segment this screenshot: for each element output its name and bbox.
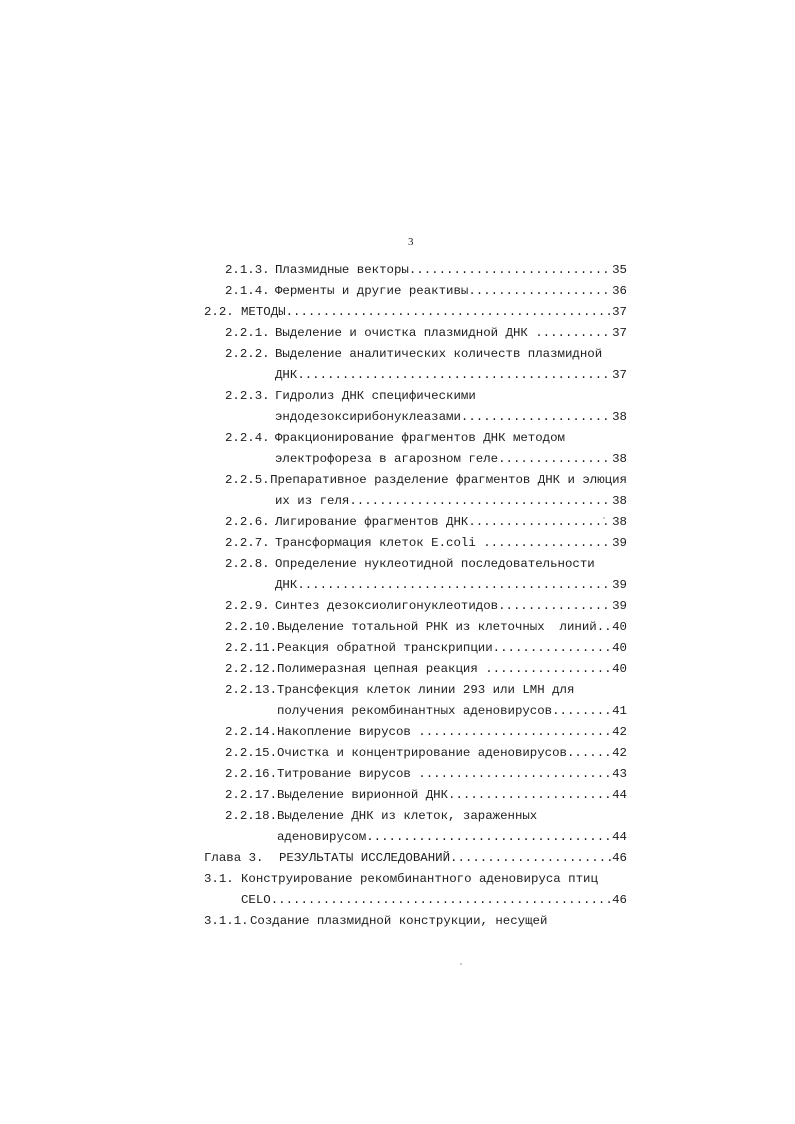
toc-entry-title: Выделение ДНК из клеток, зараженных (277, 809, 538, 823)
toc-entry-title: Выделение тотальной РНК из клеточных линий (277, 620, 597, 634)
toc-entry (225, 428, 627, 448)
toc-entry-page: 44 (612, 830, 627, 844)
toc-leader-dots (418, 722, 612, 742)
toc-entry-title: Очистка и концентрирование аденовирусов (277, 746, 567, 760)
toc-entry (225, 512, 627, 532)
toc-entry-title: Трансформация клеток E.coli (275, 536, 484, 550)
toc-entry (225, 617, 627, 637)
toc-entry-continuation (241, 890, 627, 910)
toc-entry-number: 2.2.16. (225, 767, 278, 781)
toc-entry (225, 344, 627, 364)
toc-entry-page: 35 (612, 263, 627, 277)
toc-entry-number: 2.2.11. (225, 641, 278, 655)
toc-entry-title: Лигирование фрагментов ДНК (275, 515, 469, 529)
toc-entry (225, 743, 627, 763)
toc-entry-number: 2.2.18. (225, 809, 278, 823)
toc-entry-number: 2.2.2. (225, 347, 270, 361)
toc-entry-number: 3.1.1. (204, 914, 249, 928)
toc-entry (204, 869, 627, 889)
toc-entry-title: Ферменты и другие реактивы (275, 284, 469, 298)
toc-entry-title: РЕЗУЛЬТАТЫ ИССЛЕДОВАНИЙ (279, 851, 451, 865)
toc-entry (225, 554, 627, 574)
toc-entry-page: 40 (612, 620, 627, 634)
toc-entry-number: 2.2.3. (225, 389, 270, 403)
toc-leader-dots (297, 365, 612, 385)
toc-entry-page: 46 (612, 893, 627, 907)
toc-entry (225, 785, 627, 805)
toc-entry-page: 41 (612, 704, 627, 718)
toc-leader-dots (483, 533, 612, 553)
toc-leader-dots (535, 323, 612, 343)
toc-entry (225, 764, 627, 784)
toc-entry-page: 36 (612, 284, 627, 298)
toc-entry-title-cont: их из геля (275, 494, 350, 508)
toc-entry-number: 2.2. (204, 305, 234, 319)
toc-entry-number: 2.2.9. (225, 599, 270, 613)
toc-leader-dots (498, 596, 612, 616)
toc-entry-page: 38 (612, 515, 627, 529)
toc-entry-number: 2.2.4. (225, 431, 270, 445)
toc-entry (225, 281, 627, 301)
toc-entry-page: 39 (612, 599, 627, 613)
toc-entry-title: Создание плазмидной конструкции, несущей (250, 914, 548, 928)
toc-entry-page: 40 (612, 641, 627, 655)
toc-entry-number: 2.2.17. (225, 788, 278, 802)
toc-entry-page: 46 (612, 851, 627, 865)
toc-entry-page: 42 (612, 725, 627, 739)
toc-entry-number: 2.1.4. (225, 284, 270, 298)
toc-entry-number: 2.2.7. (225, 536, 270, 550)
toc-entry-title: Плазмидные векторы (275, 263, 409, 277)
toc-leader-dots (448, 785, 612, 805)
toc-entry-title-cont: CELO (241, 893, 271, 907)
toc-entry-number: 2.2.1. (225, 326, 270, 340)
toc-entry-number: 2.2.10. (225, 620, 278, 634)
toc-leader-dots (349, 491, 612, 511)
toc-entry-title: Определение нуклеотидной последовательности (275, 557, 595, 571)
toc-entry (225, 260, 627, 280)
toc-entry-page: 44 (612, 788, 627, 802)
toc-entry-continuation (275, 575, 627, 595)
toc-entry-title: Гидролиз ДНК специфическими (275, 389, 476, 403)
toc-entry (225, 659, 627, 679)
toc-leader-dots (450, 848, 612, 868)
toc-entry-title: Титрование вирусов (277, 767, 419, 781)
toc-entry-title: Фракционирование фрагментов ДНК методом (275, 431, 565, 445)
toc-leader-dots (552, 701, 612, 721)
toc-entry-title: Выделение аналитических количеств плазмидной (275, 347, 603, 361)
toc-entry-continuation (275, 407, 627, 427)
toc-entry (225, 722, 627, 742)
toc-entry-page: 43 (612, 767, 627, 781)
toc-entry-number: 2.1.3. (225, 263, 270, 277)
toc-entry-title: Полимеразная цепная реакция (277, 662, 486, 676)
toc-entry (204, 911, 627, 931)
toc-leader-dots (271, 890, 612, 910)
toc-entry (225, 806, 627, 826)
toc-entry-title: Конструирование рекомбинантного аденовируса птиц (241, 872, 598, 886)
toc-entry-title: Реакция обратной транскрипции (277, 641, 493, 655)
toc-entry-title-cont: ДНК (275, 368, 298, 382)
toc-leader-dots (468, 281, 612, 301)
toc-entry-number: 2.2.8. (225, 557, 270, 571)
toc-entry-title: МЕТОДЫ (241, 305, 286, 319)
toc-entry-number: 2.2.15. (225, 746, 278, 760)
toc-entry-continuation (275, 491, 627, 511)
toc-leader-dots (366, 827, 612, 847)
toc-entry-continuation (277, 827, 627, 847)
toc-entry-number: 2.2.12. (225, 662, 278, 676)
toc-entry-number: Глава 3. (204, 851, 264, 865)
toc-entry-page: 38 (612, 452, 627, 466)
toc-leader-dots (461, 407, 612, 427)
toc-leader-dots (286, 302, 613, 322)
toc-leader-dots (485, 659, 612, 679)
toc-leader-dots (409, 260, 612, 280)
toc-entry-title-cont: аденовирусом (277, 830, 367, 844)
toc-entry-continuation (277, 701, 627, 721)
toc-entry-page: 37 (612, 305, 627, 319)
toc-entry (204, 302, 627, 322)
toc-entry-continuation (275, 449, 627, 469)
toc-entry-number: 2.2.14. (225, 725, 278, 739)
toc-entry (225, 533, 627, 553)
toc-entry-number: 3.1. (204, 872, 234, 886)
toc-entry-continuation (275, 365, 627, 385)
toc-entry (225, 680, 627, 700)
scan-speck (603, 517, 605, 519)
toc-leader-dots (567, 743, 612, 763)
toc-entry-title-cont: эндодезоксирибонуклеазами (275, 410, 461, 424)
toc-chapter-entry (204, 848, 627, 868)
toc-entry-number: 2.2.13. (225, 683, 278, 697)
toc-entry-page: 38 (612, 494, 627, 508)
toc-entry-page: 39 (612, 578, 627, 592)
toc-leader-dots (297, 575, 612, 595)
toc-entry-page: 37 (612, 368, 627, 382)
toc-entry-page: 39 (612, 536, 627, 550)
toc-entry-title: Накопление вирусов (277, 725, 419, 739)
toc-entry-title: Выделение и очистка плазмидной ДНК (275, 326, 536, 340)
toc-entry (225, 386, 627, 406)
toc-entry-number: 2.2.6. (225, 515, 270, 529)
page-number: 3 (408, 236, 414, 248)
toc-entry-page: 37 (612, 326, 627, 340)
toc-entry (225, 323, 627, 343)
toc-entry-title-cont: получения рекомбинантных аденовирусов (277, 704, 553, 718)
toc-leader-dots (498, 449, 612, 469)
toc-leader-dots (493, 638, 612, 658)
toc-entry (225, 596, 627, 616)
toc-leader-dots (597, 617, 612, 637)
toc-entry (225, 470, 627, 490)
toc-entry-title-cont: ДНК (275, 578, 298, 592)
toc-leader-dots (468, 512, 612, 532)
toc-entry-title: Синтез дезоксиолигонуклеотидов (275, 599, 499, 613)
toc-entry (225, 638, 627, 658)
toc-entry-number: 2.2.5. (225, 473, 270, 487)
toc-entry-page: 40 (612, 662, 627, 676)
toc-entry-page: 38 (612, 410, 627, 424)
toc-entry-page: 42 (612, 746, 627, 760)
toc-entry-title-cont: электрофореза в агарозном геле (275, 452, 499, 466)
toc-leader-dots (418, 764, 612, 784)
toc-entry-title: Выделение вирионной ДНК (277, 788, 449, 802)
scan-speck (460, 963, 462, 965)
toc-entry-title: Трансфекция клеток линии 293 или LMH для (277, 683, 575, 697)
toc-entry-title: Препаративное разделение фрагментов ДНК и элюция (270, 473, 627, 487)
